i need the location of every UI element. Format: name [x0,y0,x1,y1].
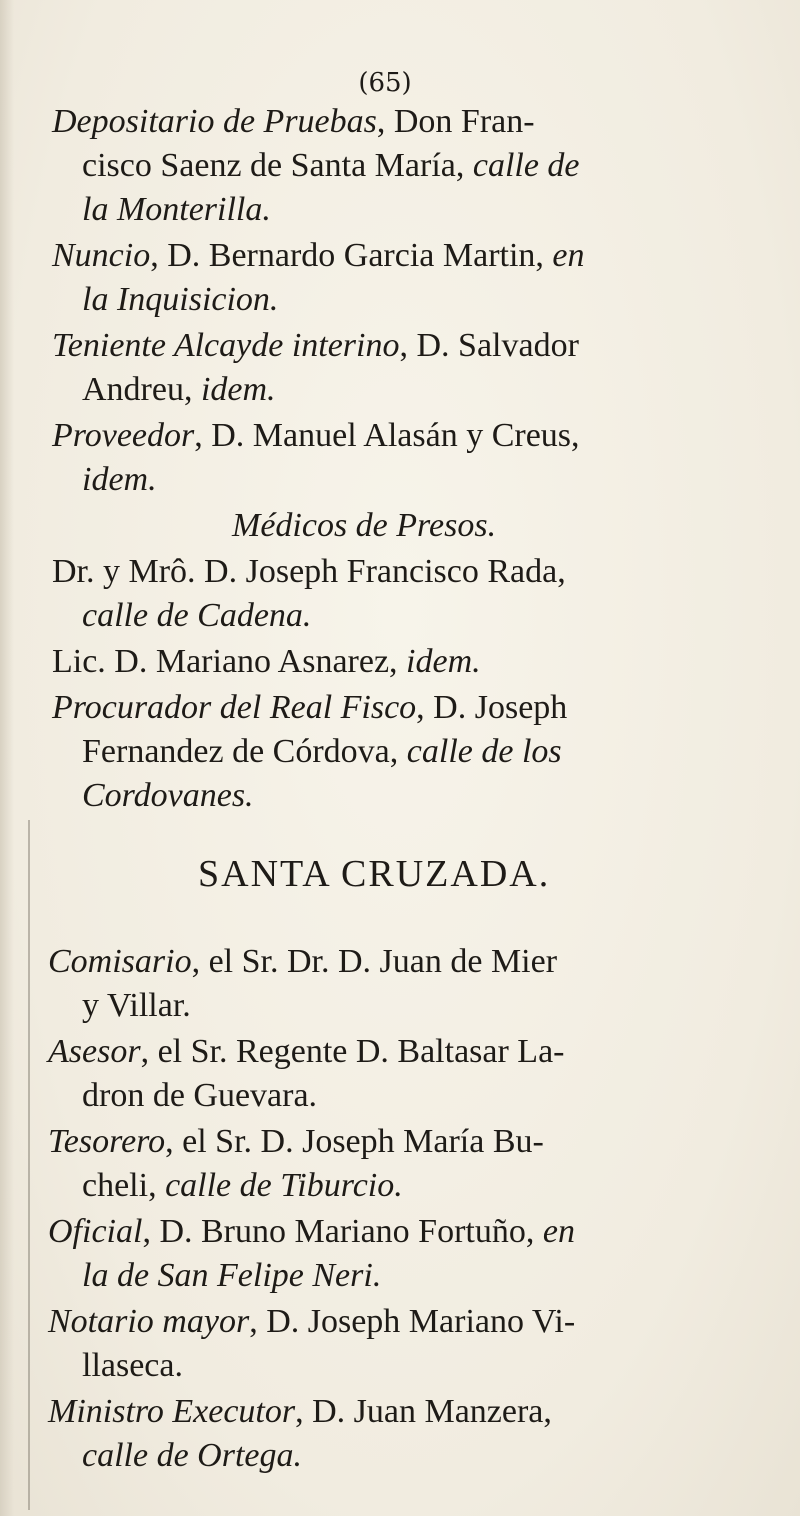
name-text: , D. Juan Manzera, [295,1393,552,1430]
text-line-21 [48,1118,544,1166]
text-line-16 [82,772,254,820]
name-text: , D. Joseph Mariano Vi- [249,1303,576,1340]
name-text: , D. Salvador [399,327,579,364]
text-line-1 [52,98,535,146]
name-text: Dr. y Mrô. D. Joseph Francisco Rada, [52,553,566,590]
text-line-6 [52,322,579,370]
name-text: , el Sr. Dr. D. Juan de Mier [191,943,558,980]
name-text: , D. Manuel Alasán y Creus, [194,417,580,454]
name-text: cheli, [82,1167,157,1204]
text-line-13 [52,638,481,686]
address-text: idem. [82,461,157,498]
text-line-2 [82,142,580,190]
text-line-27 [48,1388,552,1436]
text-line-14 [52,684,567,732]
subheading-medicos: Médicos de Presos. [232,507,497,544]
text-line-20 [82,1072,317,1120]
address-text: calle de Tiburcio. [165,1167,403,1204]
text-line-17 [48,938,557,986]
address-text: la Inquisicion. [82,281,279,318]
name-text: Andreu, [82,371,193,408]
text-line-4 [52,232,585,280]
name-text: Fernandez de Córdova, [82,733,399,770]
text-line-12 [82,592,311,640]
text-line-25 [48,1298,575,1346]
role-pruebas: Pruebas [263,103,377,140]
name-text: dron de Guevara. [82,1077,318,1114]
role-notario-mayor: Notario mayor [48,1303,250,1340]
address-text: calle de Ortega. [82,1437,302,1474]
name-text: , el Sr. D. Joseph María Bu- [165,1123,544,1160]
name-text: llaseca. [82,1347,183,1384]
address-text: en [542,1213,575,1250]
text-line-19 [48,1028,564,1076]
role-tesorero: Tesorero [48,1123,166,1160]
text-line-11 [52,548,566,596]
text-line-22 [82,1162,403,1210]
section-title-santa-cruzada: SANTA CRUZADA. [198,853,551,895]
text-line-9 [82,456,157,504]
name-text: Lic. D. Mariano Asnarez, [52,643,398,680]
text-line-5 [82,276,278,324]
address-text: calle de [472,147,580,184]
margin-shadow-line [28,820,30,1510]
address-text: en [552,237,585,274]
role-ministro-executor: Ministro Executor [48,1393,296,1430]
role-depositario: Depositario [52,103,215,140]
role-teniente-alcayde: Teniente Alcayde interino [52,327,400,364]
text-line-24 [82,1252,381,1300]
text-line-18 [82,982,191,1030]
role-oficial: Oficial [48,1213,143,1250]
name-text: cisco Saenz de Santa María, [82,147,465,184]
address-text: idem. [200,371,276,408]
role-asesor: Asesor [48,1033,141,1070]
role-nuncio: Nuncio [52,237,151,274]
address-text: la Monterilla. [82,191,271,228]
address-text: la de San Felipe Neri. [82,1257,382,1294]
address-text: idem. [406,643,481,680]
role-procurador: Procurador del Real Fisco [52,689,417,726]
name-text: , D. Joseph [416,689,568,726]
text-line-23 [48,1208,575,1256]
role-comisario: Comisario [48,943,192,980]
address-text: calle de los [406,733,562,770]
text-line-26 [82,1342,183,1390]
address-text: calle de Cadena. [82,597,312,634]
text-line-28 [82,1432,302,1480]
page-gutter-shadow [0,0,14,1516]
connector-de: de [222,103,256,140]
name-text: y Villar. [82,987,191,1024]
address-text: Cordovanes. [82,777,254,814]
name-text: , Don Fran- [376,103,535,140]
name-text: , D. Bruno Mariano Fortuño, [142,1213,535,1250]
text-line-7 [82,366,276,414]
text-line-3 [82,186,271,234]
name-text: , el Sr. Regente D. Baltasar La- [140,1033,565,1070]
role-proveedor: Proveedor [52,417,195,454]
text-line-8 [52,412,580,460]
text-line-15 [82,728,562,776]
name-text: , D. Bernardo Garcia Martin, [150,237,544,274]
page-number: (65) [358,68,412,98]
